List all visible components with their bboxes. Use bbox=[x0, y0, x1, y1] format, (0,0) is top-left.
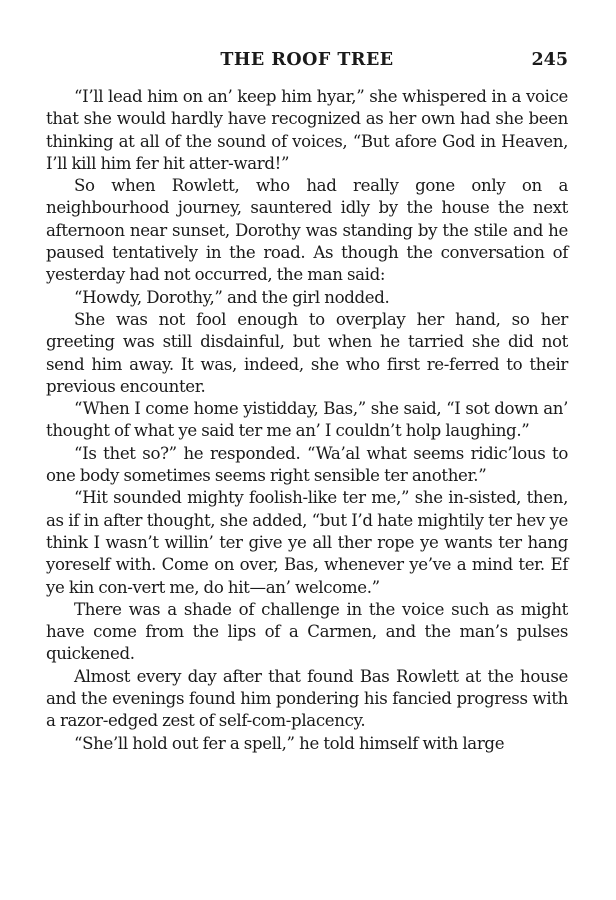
paragraph: “She’ll hold out fer a spell,” he told himself with large bbox=[74, 733, 505, 753]
running-title: THE ROOF TREE bbox=[220, 50, 394, 70]
paragraph: “Hit sounded mighty foolish-like ter me,” she in-sisted, then, as if in after thought, she added, “but I’d hate mightily ter hev ye think I wasn’t willin’ ter give ye all ther rope ye wants ter hang yoreself with. Come on over, Bas, whenever ye’ve a mind ter. Ef ye kin con-vert me, do hit—an’ welcome.” bbox=[46, 488, 568, 597]
paragraph: “I’ll lead him on an’ keep him hyar,” she whispered in a voice that she would hardly have recognized as her own had she been thinking at all of the sound of voices, “But afore God in Heaven, I’ll kill him fer hit atter-ward!” bbox=[46, 87, 568, 173]
paragraph: “Is thet so?” he responded. “Wa’al what seems ridic’lous to one body sometimes seems right sensible ter another.” bbox=[46, 443, 568, 486]
paragraph: She was not fool enough to overplay her hand, so her greeting was still disdainful, but when he tarried she did not send him away. It was, indeed, she who first re-ferred to their previous encounter. bbox=[46, 309, 568, 396]
paragraph: There was a shade of challenge in the voice such as might have come from the lips of a Carmen, and the man’s pulses quickened. bbox=[46, 599, 568, 664]
paragraph: So when Rowlett, who had really gone only on a neighbourhood journey, sauntered idly by the house the next afternoon near sunset, Dorothy was standing by the stile and he paused tentatively in the road. As though the conversation of yesterday had not occurred, the man said: bbox=[46, 176, 568, 285]
page-header bbox=[46, 50, 568, 80]
paragraph: “Howdy, Dorothy,” and the girl nodded. bbox=[74, 287, 390, 307]
paragraph: Almost every day after that found Bas Rowlett at the house and the evenings found him pondering his fancied progress with a razor-edged zest of self-com-placency. bbox=[46, 666, 568, 731]
book-page bbox=[46, 50, 568, 755]
page-number: 245 bbox=[531, 50, 568, 70]
body-text bbox=[46, 86, 568, 755]
paragraph: “When I come home yistidday, Bas,” she said, “I sot down an’ thought of what ye said ter me an’ I couldn’t holp laughing.” bbox=[46, 399, 568, 441]
